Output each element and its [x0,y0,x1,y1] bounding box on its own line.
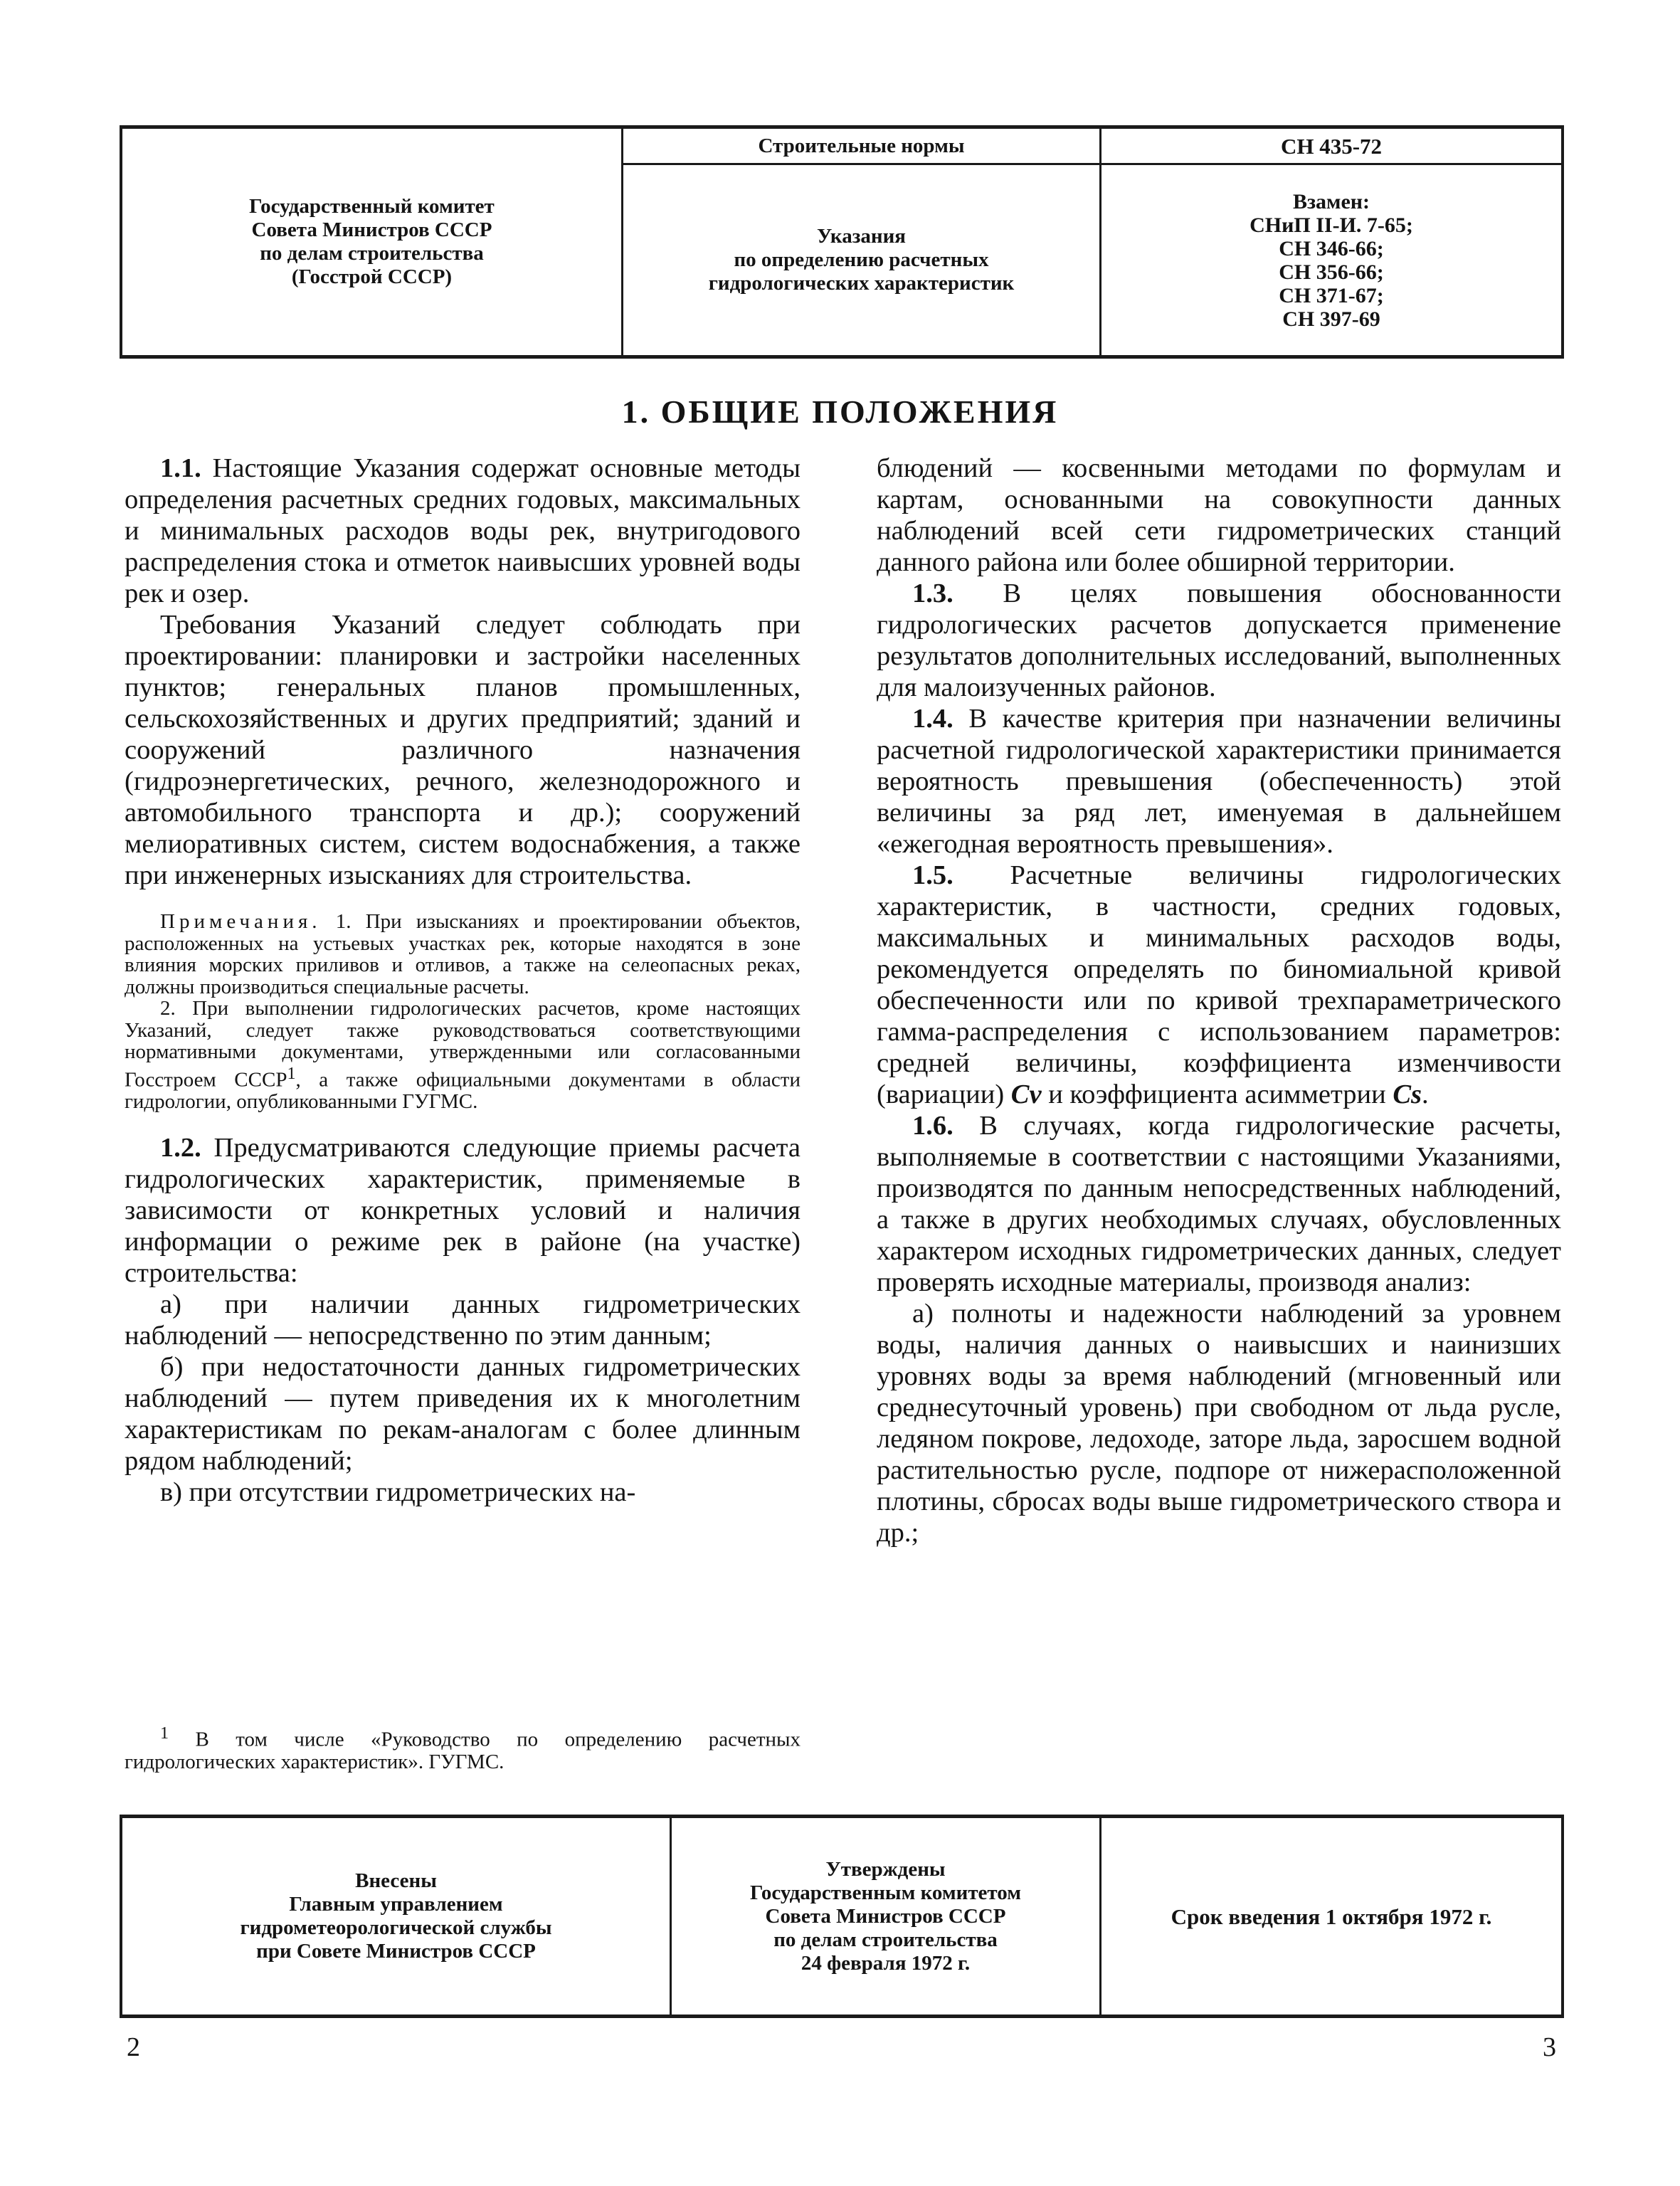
effective-date: Срок введения 1 октября 1972 г. [1171,1903,1492,1929]
paragraph-1-6: 1.6. В случаях, когда гидрологические расчеты, выполняемые в соответствии с настоящими Указаниями, производятся по данным непосредственных наблюдений, а также в других необходимых случаях, обусловленных характером исходных гидрометрических данных, следует проверять исходные материалы, производя анализ: [877,1111,1561,1297]
paragraph-1-6-a: а) полноты и надежности наблюдений за уровнем воды, наличия данных о наивысших и наинизших уровнях воды за время наблюдений (мгновенный или среднесуточный уровень) при свободном от льда русле, ледяном покрове, ледоходе, заторе льда, заросшем водной растительностью русле, подпоре от нижерасположенной плотины, сбросах воды выше гидрометрического створа и др.; [877,1299,1561,1548]
paragraph-1-2-b: б) при недостаточности данных гидрометрических наблюдений — путем приведения их к многолетним характеристикам по рекам-аналогам с более длинным рядом наблюдений; [125,1352,801,1477]
paragraph-1-5: 1.5. Расчетные величины гидрологических характеристик, в частности, средних годовых, максимальных и минимальных расходов воды, рекомендуется определять по биномиальной кривой обеспеченности или по кривой трехпараметрического гамма-распределения с использованием параметров: средней величины, коэффициента изменчивости (вариации) Cv и коэффициента асимметрии Cs. [877,860,1561,1109]
paragraph-1-1-requirements: Требования Указаний следует соблюдать при проектировании: планировки и застройки населенных пунктов; генеральных планов промышленных, сельскохозяйственных и других предприятий; зданий и сооружений различного назначения (гидроэнергетических, речного, железнодорожного и автомобильного транспорта и др.); сооружений мелиоративных систем, систем водоснабжения, а также при инженерных изысканиях для строительства. [125,610,801,890]
doc-title: Указания по определению расчетных гидрологических характеристик [708,225,1015,295]
footnote: $^1$ В том числе «Руководство по определению расчетных гидрологических характеристик». ГУГМС. [125,1723,801,1773]
paragraph-1-2-a: а) при наличии данных гидрометрических наблюдений — непосредственно по этим данным; [125,1289,801,1351]
paragraph-1-2: 1.2. Предусматриваются следующие приемы расчета гидрологических характеристик, применяемые в зависимости от конкретных условий и наличия информации о режиме рек в районе (на участке) строительства: [125,1133,801,1289]
page-number-right: 3 [1543,2032,1556,2062]
paragraph-1-3: 1.3. В целях повышения обоснованности гидрологических расчетов допускается применение результатов дополнительных исследований, выполненных для малоизученных районов. [877,579,1561,702]
page-number-left: 2 [127,2032,140,2062]
header-table [120,125,1564,359]
paragraph-1-2-c: в) при отсутствии гидрометрических на- [160,1477,636,1508]
introduced-by: Внесены Главным управлением гидрометеорологической службы при Совете Министров СССР [240,1869,552,1963]
issuing-authority: Государственный комитет Совета Министров СССР по делам строительства (Госстрой СССР) [249,195,495,288]
right-column [877,453,1561,1548]
replaces-list: Взамен: СНиП II-И. 7-65; СН 346-66; СН 356-66; СН 371-67; СН 397-69 [1250,189,1413,331]
symbol-cv: Cv [1010,1079,1042,1109]
notes-block [125,911,801,1112]
approved-by: Утверждены Государственным комитетом Совета Министров СССР по делам строительства 24 февраля 1972 г. [750,1857,1021,1975]
symbol-cs: Cs [1393,1079,1422,1109]
left-column [125,453,801,1508]
footnote-mark: 1 [160,1723,169,1743]
paragraph-1-2-c-continued: блюдений — косвенными методами по формулам и картам, основанными на совокупности данных наблюдений всей сети гидрометрических станций данного района или более обширной территории. [877,453,1561,577]
footer-table [120,1815,1564,2018]
doc-code: СН 435-72 [1280,133,1383,159]
footnote-ref: 1 [287,1063,296,1083]
section-title: 1. ОБЩИЕ ПОЛОЖЕНИЯ [621,394,1059,430]
note-1: Примечания. 1. При изысканиях и проектировании объектов, расположенных на устьевых участках рек, которые находятся в зоне влияния морских приливов и отливов, а также на селеопасных реках, должны производиться специальные расчеты. [125,910,801,998]
note-2: 2. При выполнении гидрологических расчетов, кроме настоящих Указаний, следует также руководствоваться соответствующими нормативными документами, утвержденными или согласованными Госстроем СССР$^1$, а также официальными документами в области гидрологии, опубликованными ГУГМС. [125,997,801,1113]
paragraph-1-1: 1.1. Настоящие Указания содержат основные методы определения расчетных средних годовых, максимальных и минимальных расходов воды рек, внутригодового распределения стока и отметок наивысших уровней воды рек и озер. [125,453,801,608]
paragraph-1-4: 1.4. В качестве критерия при назначении величины расчетной гидрологической характеристики принимается вероятность превышения (обеспеченность) этой величины за ряд лет, именуемая в дальнейшем «ежегодная вероятность превышения». [877,704,1561,859]
doc-type: Строительные нормы [758,134,965,157]
